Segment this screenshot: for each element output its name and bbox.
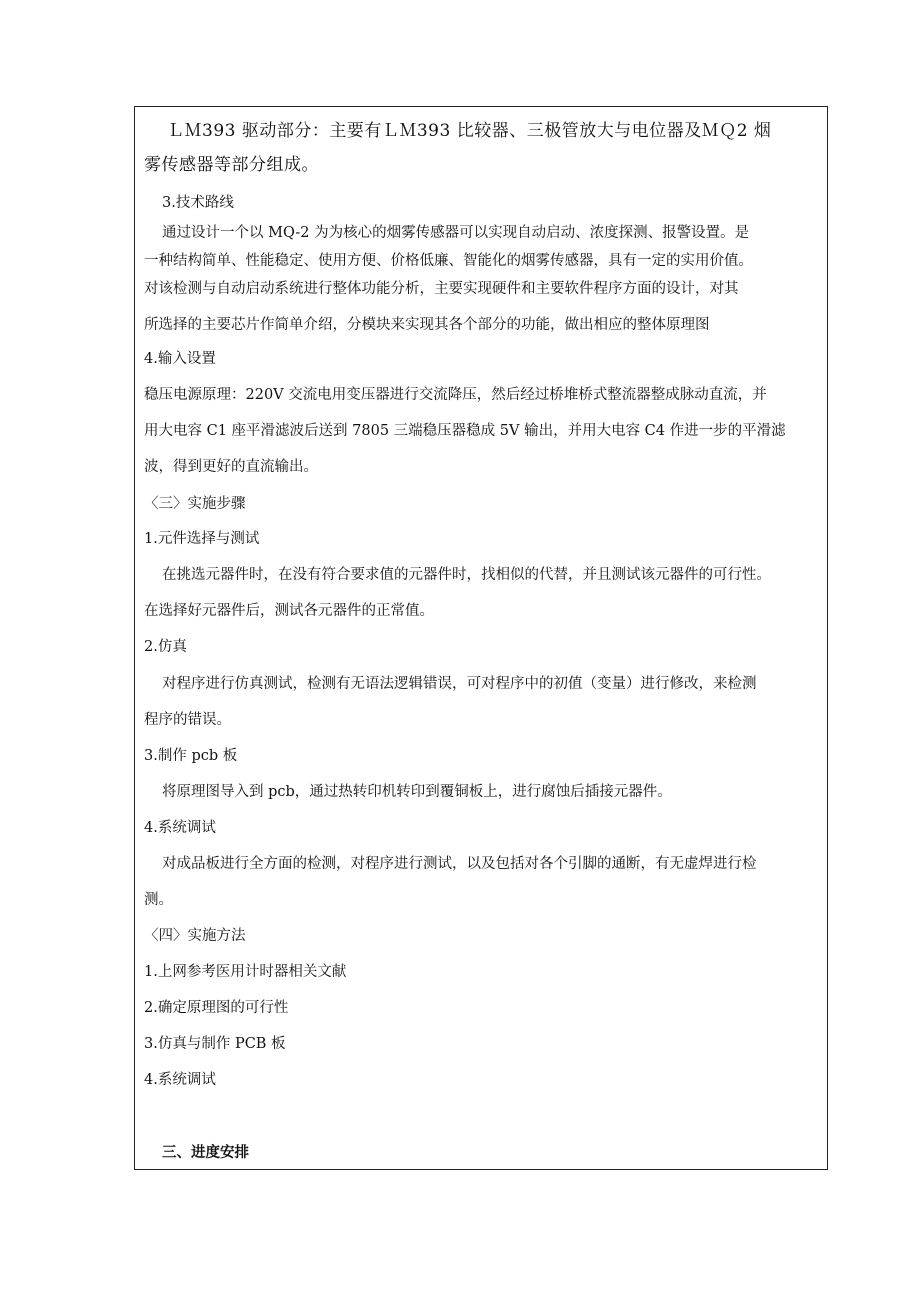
text-line: 对程序进行仿真测试，检测有无语法逻辑错误，可对程序中的初值（变量）进行修改，来检测 <box>162 676 757 692</box>
list-item: 1.上网参考医用计时器相关文献 <box>144 964 347 980</box>
section-title: 三、进度安排 <box>162 1144 249 1161</box>
section-heading: 〈四〉实施方法 <box>144 928 246 944</box>
text-line: 对成品板进行全方面的检测，对程序进行测试，以及包括对各个引脚的通断，有无虚焊进行检 <box>162 856 757 872</box>
text-line: ＬＭ393 驱动部分：主要有ＬＭ393 比较器、三极管放大与电位器及ＭＱ2 烟 <box>167 121 772 141</box>
text-line: 所选择的主要芯片作简单介绍，分模块来实现其各个部分的功能，做出相应的整体原理图 <box>144 317 710 333</box>
text-line: 一种结构简单、性能稳定、使用方便、价格低廉、智能化的烟雾传感器，具有一定的实用价值。 <box>144 253 753 269</box>
text-line: 波，得到更好的直流输出。 <box>144 459 318 475</box>
text-line: 用大电容 C1 座平滑滤波后送到 7805 三端稳压器稳成 5V 输出，并用大电容 C4 作进一步的平滑滤 <box>144 423 786 439</box>
list-item: 4.系统调试 <box>144 1072 216 1088</box>
section-heading: 3.制作 pcb 板 <box>144 748 238 764</box>
text-line: 将原理图导入到 pcb，通过热转印机转印到覆铜板上，进行腐蚀后插接元器件。 <box>162 784 672 800</box>
text-line: 对该检测与自动启动系统进行整体功能分析，主要实现硬件和主要软件程序方面的设计，对其 <box>144 281 739 297</box>
section-heading: 4.系统调试 <box>144 820 216 836</box>
text-line: 雾传感器等部分组成。 <box>144 155 319 175</box>
section-heading: 3.技术路线 <box>162 195 234 211</box>
section-heading: 2.仿真 <box>144 639 187 655</box>
text-line: 通过设计一个以 MQ-2 为为核心的烟雾传感器可以实现自动启动、浓度探测、报警设置。是 <box>162 225 750 241</box>
section-heading: 4.输入设置 <box>144 351 216 367</box>
section-heading: 〈三〉实施步骤 <box>144 496 246 512</box>
text-line: 在选择好元器件后，测试各元器件的正常值。 <box>144 603 434 619</box>
text-line: 程序的错误。 <box>144 712 231 728</box>
text-line: 测。 <box>144 892 173 908</box>
text-line: 稳压电源原理：220V 交流电用变压器进行交流降压，然后经过桥堆桥式整流器整成脉动直流，并 <box>144 387 767 403</box>
document-table-cell <box>134 106 828 1170</box>
section-heading: 1.元件选择与测试 <box>144 531 260 547</box>
text-line: 在挑选元器件时，在没有符合要求值的元器件时，找相似的代替，并且测试该元器件的可行性。 <box>162 567 771 583</box>
list-item: 3.仿真与制作 PCB 板 <box>144 1036 286 1052</box>
list-item: 2.确定原理图的可行性 <box>144 1000 289 1016</box>
